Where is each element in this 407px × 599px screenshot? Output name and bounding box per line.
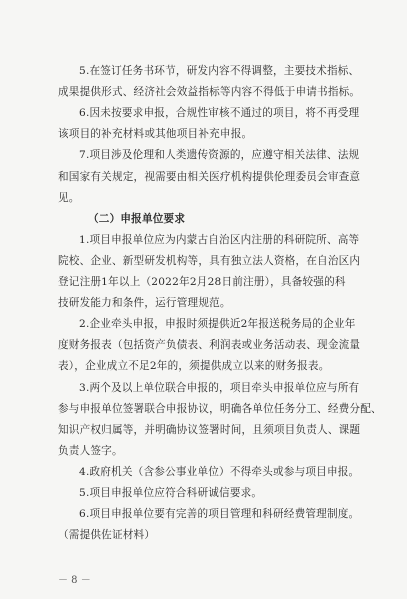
text-line: 和国家有关规定，视需要由相关医疗机构提供伦理委员会审查意: [58, 170, 361, 183]
section-heading: （二）申报单位要求: [88, 212, 186, 225]
text-line: 7.项目涉及伦理和人类遗传资源的，应遵守相关法律、法规: [79, 149, 360, 162]
text-line: 登记注册1年以上（2022年2月28日前注册），具备较强的科: [58, 276, 346, 288]
text-line: 负责人签字。: [58, 444, 123, 457]
text-line: 见。: [58, 191, 80, 204]
text-line: 2.企业牵头申报，申报时须提供近2年报送税务局的企业年: [79, 318, 356, 331]
text-line: 3.两个及以上单位联合申报的，项目牵头申报单位应与所有: [79, 381, 360, 394]
text-line: 成果提供形式、经济社会效益指标等内容不得低于申请书指标。: [58, 86, 361, 99]
text-line: 度财务报表（包括资产负债表、利润表或业务活动表、现金流量: [58, 339, 361, 352]
text-line: 知识产权归属等，并明确协议签署时间，且须项目负责人、课题: [58, 423, 361, 436]
text-line: 1.项目申报单位应为内蒙古自治区内注册的科研院所、高等: [79, 233, 360, 246]
text-line: 5.项目申报单位应符合科研诚信要求。: [79, 487, 263, 499]
page-number: － 8 －: [58, 575, 91, 586]
text-line: 院校、企业、新型研发机构等，具有独立法人资格，在自治区内: [58, 254, 361, 267]
text-line: 参与申报单位签署联合申报协议，明确各单位任务分工、经费分配、: [58, 402, 382, 415]
text-line: （需提供佐证材料）: [58, 529, 156, 542]
text-line: 6.项目申报单位要有完善的项目管理和科研经费管理制度。: [79, 508, 360, 521]
text-line: 6.因未按要求申报，合规性审核不通过的项目，将不再受理: [79, 107, 360, 120]
text-line: 技研发能力和条件，运行管理规范。: [58, 297, 231, 310]
text-line: 表），企业成立不足2年的，须提供成立以来的财务报表。: [58, 360, 330, 373]
text-line: 5.在签订任务书环节，研发内容不得调整，主要技术指标、: [79, 65, 360, 77]
text-line: 该项目的补充材料或其他项目补充申报。: [58, 128, 253, 141]
text-line: 4.政府机关（含参公事业单位）不得牵头或参与项目申报。: [79, 465, 360, 478]
